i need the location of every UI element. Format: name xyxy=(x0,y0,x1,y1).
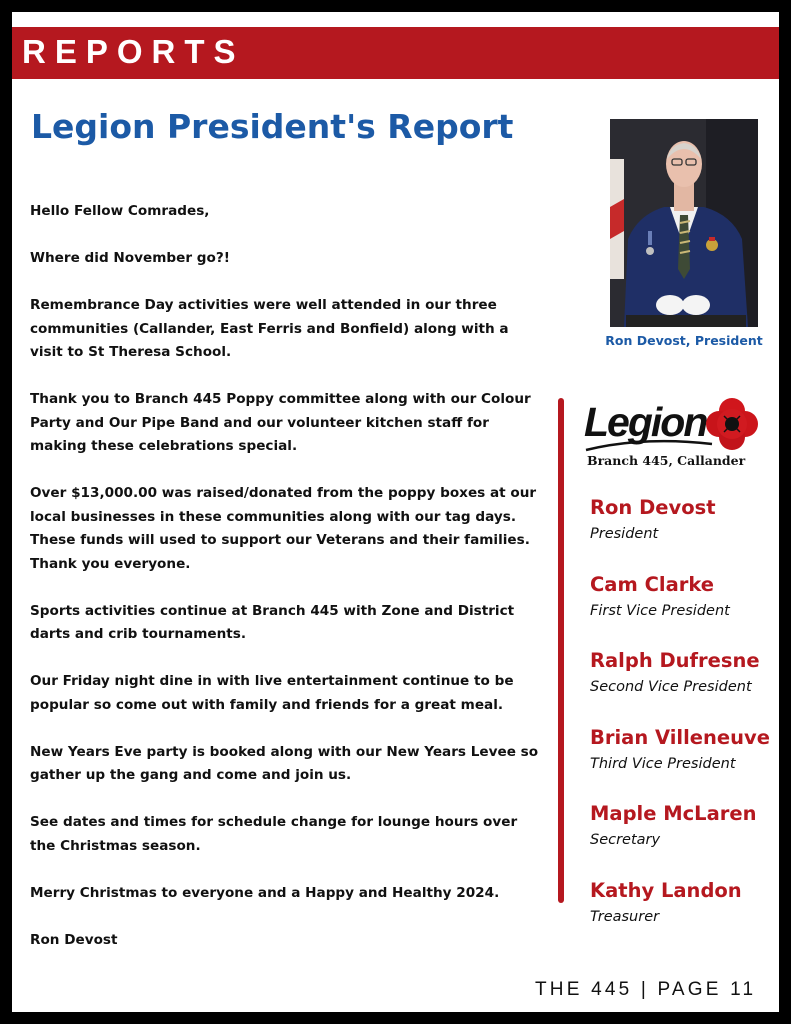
officer-role: First Vice President xyxy=(590,602,730,619)
officer-role: Treasurer xyxy=(590,908,660,925)
photo-caption: Ron Devost, President xyxy=(605,333,763,348)
paragraph: Sports activities continue at Branch 445 with Zone and District darts and crib tournaments. xyxy=(30,602,515,642)
officer-name: Ralph Dufresne xyxy=(590,649,760,673)
paragraph: New Years Eve party is booked along with our New Years Levee so gather up the gang and come and join us. xyxy=(30,743,539,783)
officer-role: Second Vice President xyxy=(590,679,752,696)
newsletter-page xyxy=(12,12,779,1012)
president-photo xyxy=(610,119,758,327)
officer-role: Secretary xyxy=(590,832,661,849)
paragraph: Where did November go?! xyxy=(30,250,230,266)
officer-entry xyxy=(590,496,779,573)
officer-entry xyxy=(590,649,779,726)
officer-name: Brian Villeneuve xyxy=(590,725,770,749)
section-title: REPORTS xyxy=(22,33,245,70)
president-portrait-illustration xyxy=(610,119,758,327)
officer-name: Ron Devost xyxy=(590,496,716,519)
officer-entry xyxy=(590,726,779,803)
paragraph: See dates and times for schedule change for lounge hours over the Christmas season. xyxy=(30,814,518,854)
paragraph: Over $13,000.00 was raised/donated from the poppy boxes at our local businesses in these communities along with our tag days. These funds will used to support our Veterans and their families. Thank you everyone. xyxy=(30,485,537,572)
legion-logo-wordmark: Legion xyxy=(584,399,707,445)
page-footer: THE 445 | PAGE 11 xyxy=(535,979,757,1000)
officer-role: Third Vice President xyxy=(590,755,736,772)
paragraph: Thank you to Branch 445 Poppy committee along with our Colour Party and Our Pipe Band and our volunteer kitchen staff for making these celebrations special. xyxy=(30,391,531,454)
paragraph: Merry Christmas to everyone and a Happy and Healthy 2024. xyxy=(30,884,500,901)
paragraph: Hello Fellow Comrades, xyxy=(30,203,210,219)
paragraph: Our Friday night dine in with live entertainment continue to be popular so come out with family and friends for a great meal. xyxy=(30,673,514,713)
paragraph: Remembrance Day activities were well attended in our three communities (Callander, East Ferris and Bonfield) along with a visit to St Theresa School. xyxy=(30,297,509,360)
officer-entry xyxy=(590,573,779,650)
signature: Ron Devost xyxy=(30,931,118,948)
officer-name: Maple McLaren xyxy=(590,802,757,826)
poppy-icon xyxy=(704,396,760,452)
article-body xyxy=(30,200,542,976)
officer-name: Kathy Landon xyxy=(590,878,742,902)
sidebar-divider xyxy=(558,398,564,903)
officer-role: President xyxy=(590,526,659,542)
officer-entry xyxy=(590,879,779,956)
officer-entry xyxy=(590,802,779,879)
branch-label: Branch 445, Callander xyxy=(587,453,746,468)
officers-list xyxy=(590,496,779,956)
logo-swoosh-icon xyxy=(584,438,714,454)
article-title: Legion President's Report xyxy=(31,107,514,146)
officer-name: Cam Clarke xyxy=(590,572,715,596)
